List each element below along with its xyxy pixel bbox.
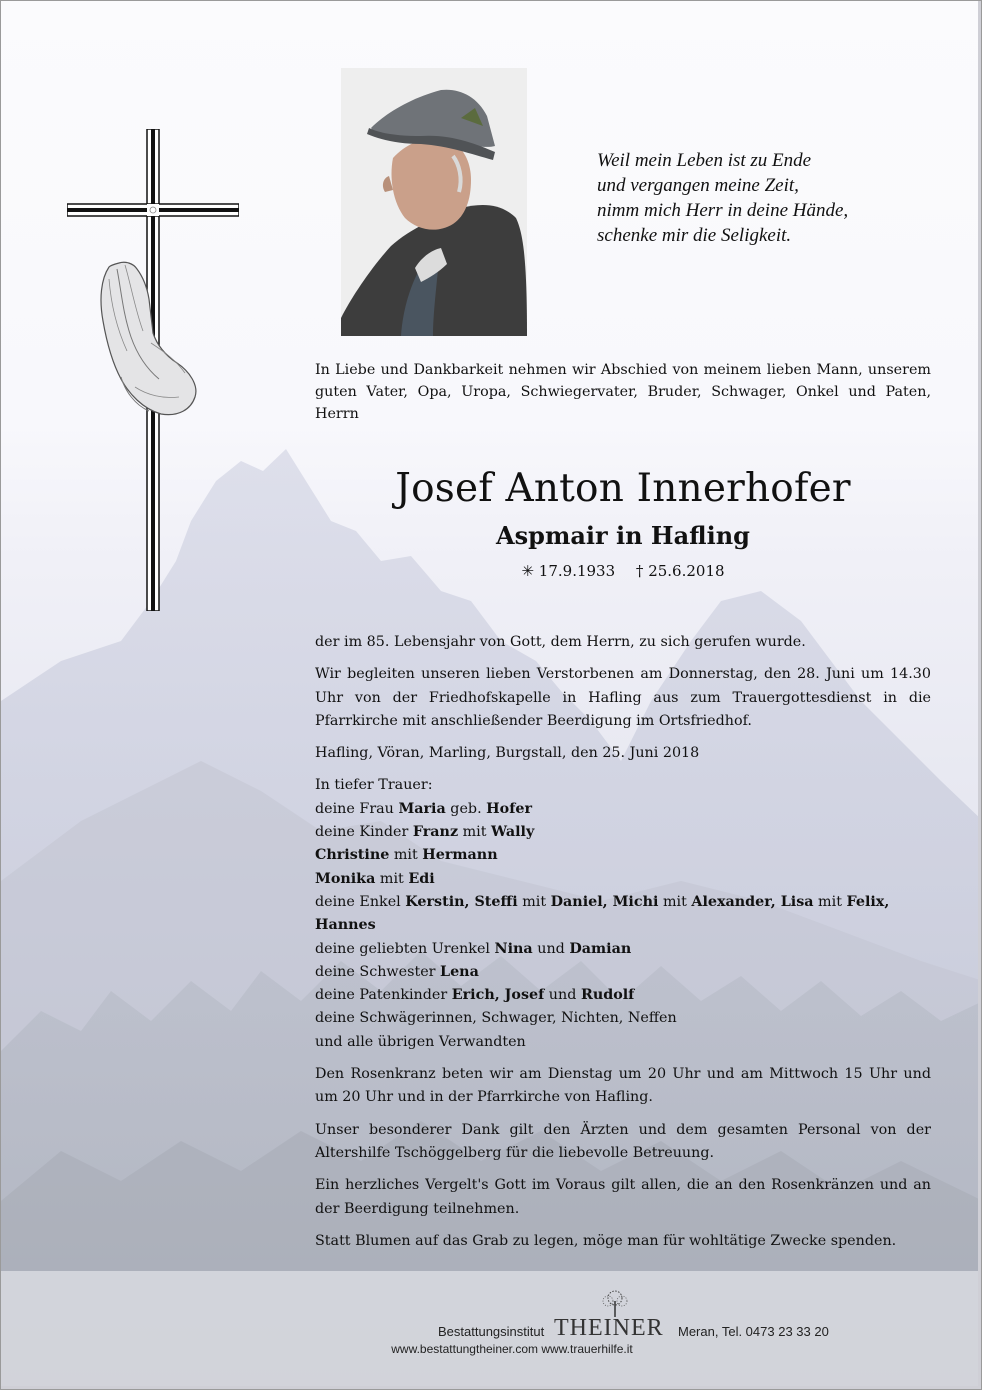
place-date: Hafling, Vöran, Marling, Burgstall, den 25. Juni 2018	[315, 745, 700, 762]
mourner-inlaws: deine Schwägerinnen, Schwager, Nichten, Neffen	[315, 1010, 677, 1027]
mourner-great-grandchildren: deine geliebten Urenkel Nina und Damian	[315, 940, 632, 957]
mourner-child: Christine mit Hermann	[315, 847, 498, 864]
poem-line: schenke mir die Seligkeit.	[597, 225, 792, 246]
rosary-info: Den Rosenkranz beten wir am Dienstag um 20 Uhr und am Mittwoch 15 Uhr und um 20 Uhr und in der Pfarrkirche von Hafling.	[315, 1066, 931, 1106]
memorial-poem	[597, 148, 967, 248]
obituary-body	[315, 631, 931, 1262]
death-date: † 25.6.2018	[635, 562, 725, 580]
mourner-godchildren: deine Patenkinder Erich, Josef und Rudolf	[315, 987, 635, 1004]
poem-line: Weil mein Leben ist zu Ende	[597, 150, 812, 171]
mourner-grandchildren: deine Enkel Kerstin, Steffi mit Daniel, Michi mit Alexander, Lisa mit Felix,	[315, 893, 890, 910]
funeral-home-logo: THEINER	[554, 1315, 664, 1341]
deceased-name: Josef Anton Innerhofer	[395, 466, 851, 511]
portrait-photo	[341, 68, 527, 336]
deceased-residence: Aspmair in Hafling	[496, 521, 750, 550]
mourner-grandchild: Hannes	[315, 917, 376, 934]
mourner-sister: deine Schwester Lena	[315, 963, 479, 980]
frame-edge-bottom	[1, 1386, 982, 1389]
funeral-home-label: Bestattungsinstitut	[438, 1324, 545, 1339]
frame-edge-right	[978, 1, 981, 1390]
flowers-note: Statt Blumen auf das Grab zu legen, möge man für wohltätige Zwecke spenden.	[315, 1232, 897, 1249]
mourner-children: deine Kinder Franz mit Wally	[315, 824, 535, 841]
tree-logo-icon	[595, 1289, 635, 1317]
mourning-header: In tiefer Trauer:	[315, 777, 433, 794]
mourners-list	[315, 774, 931, 1054]
funeral-home-contact: Meran, Tel. 0473 23 33 20	[678, 1324, 829, 1339]
poem-line: und vergangen meine Zeit,	[597, 175, 799, 196]
thanks-text: Unser besonderer Dank gilt den Ärzten und dem gesamten Personal von der Altershilfe Tschöggelberg für die liebevolle Betreuung.	[315, 1121, 931, 1161]
intro-text: In Liebe und Dankbarkeit nehmen wir Abschied von meinem lieben Mann, unserem guten Vater, Opa, Uropa, Schwiegervater, Bruder, Schwager, Onkel und Paten, Herrn	[315, 362, 931, 422]
funeral-home-websites: www.bestattungtheiner.com www.trauerhilfe.it	[391, 1342, 633, 1356]
poem-line: nimm mich Herr in deine Hände,	[597, 200, 849, 221]
birth-date: ✳ 17.9.1933	[521, 562, 616, 580]
funeral-details: Wir begleiten unseren lieben Verstorbenen am Donnerstag, den 28. Juni um 14.30 Uhr von der Friedhofskapelle in Hafling aus zum Trauergottesdienst in die Pfarrkirche mit anschließender Beerdigung im Ortsfriedhof.	[315, 666, 931, 729]
mourner-wife: deine Frau Maria geb. Hofer	[315, 800, 532, 817]
age-line: der im 85. Lebensjahr von Gott, dem Herrn, zu sich gerufen wurde.	[315, 634, 806, 650]
life-dates	[315, 559, 931, 583]
mourner-relatives: und alle übrigen Verwandten	[315, 1033, 526, 1050]
mourner-child: Monika mit Edi	[315, 870, 435, 887]
praying-hands-icon	[91, 259, 201, 419]
vergelts-gott-text: Ein herzliches Vergelt's Gott im Voraus gilt allen, die an den Rosenkränzen und an der Beerdigung teilnehmen.	[315, 1177, 931, 1217]
